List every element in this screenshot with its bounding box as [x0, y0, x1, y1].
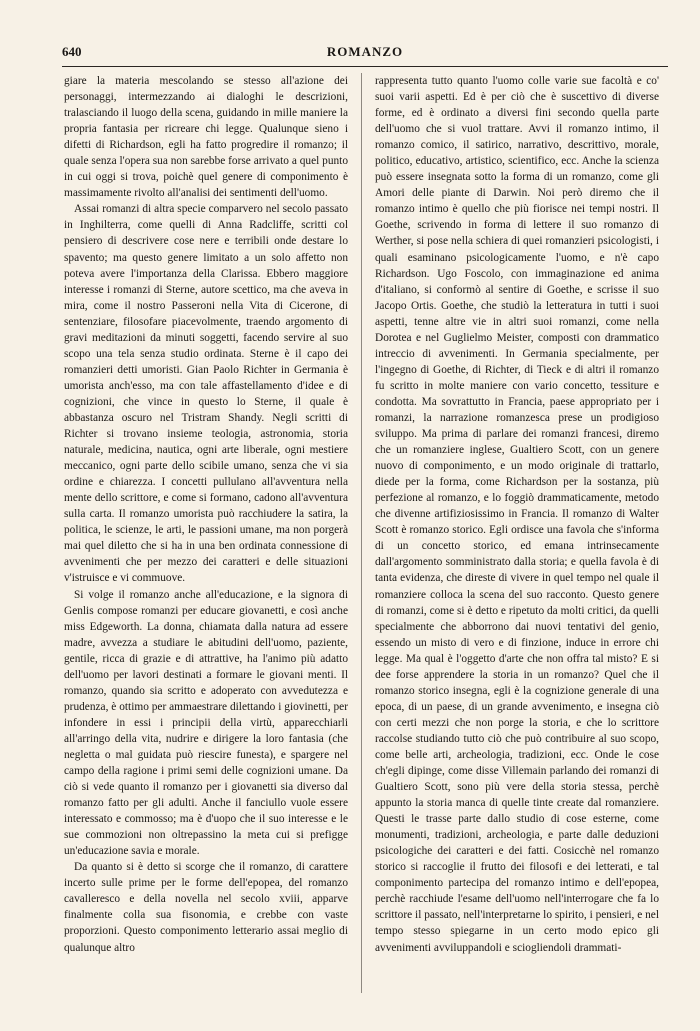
column-separator — [361, 73, 362, 993]
left-column — [64, 73, 348, 993]
paragraph: Si volge il romanzo anche all'educazione, e la signora di Genlis compose romanzi per educare giovanetti, e così anche miss Edgeworth. La donna, chiamata dalla natura ad essere madre, avvezza a studiare le abitudini dell'uomo, paziente, gentile, ricca di grazie e di attrattive, ha l'animo più adatto dell'uomo per lavori destinati a formare le giovani menti. Il romanzo, quando sia scritto e adoperato con avvedutezza e prudenza, è ottimo per ammaestrare dilettando i giovinetti, per infondere in essi i principii della virtù, apparecchiarli all'arringo della vita, nudrire e dirigere la loro fantasia (che negletta o mal guidata può riescire funesta), e spargere nel campo della ragione i primi semi delle cognizioni umane. Da ciò si vede quanto il romanzo per i giovanetti sia diverso dal romanzo fatto per gli adulti. Anche il fanciullo vuole essere interessato e commosso; ma è d'uopo che il suo interesse e le sue commozioni non oltrepassino la meta cui si prefigge un'educazione savia e morale. — [64, 588, 348, 858]
header-rule — [62, 66, 668, 67]
paragraph: Da quanto si è detto si scorge che il romanzo, di carattere incerto sulle prime per le forme dell'epopea, del romanzo cavalleresco e della novella nel secolo xviii, apparve finalmente colla sua fisonomia, e crebbe con vaste proporzioni. Questo componimento letterario assai meglio di qualunque altro — [64, 861, 348, 954]
running-title: ROMANZO — [326, 44, 404, 59]
paragraph: giare la materia mescolando se stesso all'azione dei personaggi, intermezzando ai dialoghi le descrizioni, tralasciando il luogo della scena, guidando in mille maniere la propria fantasia per ricreare chi legge. Qualunque sieno i difetti di Richardson, egli ha fatto progredire il romanzo; il quale senza l'opera sua non sarebbe forse arrivato a quel punto in cui oggi si trova, poichè quel genere di componimento è massimamente rivolto all'analisi dei sentimenti dell'uomo. — [64, 75, 348, 200]
paragraph: rappresenta tutto quanto l'uomo colle varie sue facoltà e co' suoi varii aspetti. Ed è per ciò che è suscettivo di diverse forme, ed è ordinato a diversi fini secondo quella parte dell'uomo che si vuol trattare. Avvi il romanzo intimo, il romanzo comico, il satirico, narrativo, descrittivo, morale, politico, educativo, artistico, scientifico, ecc. Anche la scienza può essere insegnata sotto la forma di un romanzo, come gli Amori delle piante di Darwin. Noi però diremo che il romanzo intimo è quello che più fiorisce nei tempi nostri. Il Goethe, scrivendo in forma di lettere il suo romanzo di Werther, si pose nella schiera di quei romanzieri psicologisti, i quali esaminano psicologicamente l'uomo, e n'è capo Richardson. Ugo Foscolo, con immaginazione ed anima d'italiano, si conformò al sentire di Goethe, e scrisse il suo Jacopo Ortis. Goethe, che studiò la letteratura in tutti i suoi aspetti, tenne altre vie in altri suoi romanzi, come nella Dorotea e nel Guglielmo Meister, composti con drammatico intreccio di avvenimenti. In Germania specialmente, per l'ingegno di Goethe, di Richter, di Tieck e di altri il romanzo fu scritto in molte maniere con vario concetto, tessiture e condotta. Ma sovrattutto in Francia, paese appropriato per i romanzi, la narrazione romanzesca prese un prodigioso sviluppo. Ma prima di parlare dei romanzi francesi, diremo che un romanziere inglese, Gualtiero Scott, con un genere nuovo di componimento, e un modo originale di trattarlo, diede per la forma, come Richardson per la sostanza, più perfezione al romanzo, e lo foggiò drammaticamente, metodo che divenne artifiziosissimo in Francia. Il romanzo di Walter Scott è romanzo storico. Egli ordisce una favola che s'informa di un concetto storico, ed emana intrinsecamente dall'argomento somministrato dalla storia; e quella favola è di tanta evidenza, che direste di vivere in quel tempo nel quale il romanziere colloca la scena del suo racconto. Questo genere di romanzi, come si è detto e ripetuto da molti critici, da quelli specialmente che abborrono dai nuovi tentativi del genio, essendo un misto di vero e di finzione, induce in errore chi legge. Ma qual è l'oggetto d'arte che non offra tal misto? E si dee forse apprendere la storia in un romanzo? Quel che il romanzo storico insegna, egli è la cognizione generale di una epoca, di un paese, di un grande avvenimento, e insegna ciò con certi mezzi che non porge la storia, e che lo scrittore raccolse studiando tutto ciò che può contribuire al suo scopo, come belle arti, archeologia, tradizioni, ecc. Onde le cose ch'egli dipinge, come disse Villemain parlando dei romanzi di Gualtiero Scott, sono più vere della storia stessa, perchè appunto la storia manca di quelle tinte create dal romanziere. Questi le trasse parte dallo studio di cose esterne, come monumenti, tradizioni, archeologia, e parte dalle deduzioni psicologiche dei caratteri e dei fatti. Cosicchè nel romanzo storico si raccoglie il frutto dei filosofi e dei letterati, e tal componimento partecipa del romanzo intimo e dell'epopea, perchè racchiude l'esame dell'uomo nell'interrogare che fa lo scrittore il passato, nell'interpretarne lo spirito, i pensieri, e nel tempo stesso spiegarne in un certo modo epico gli avvenimenti avviluppandoli e sciogliendoli drammati- — [375, 75, 659, 954]
paragraph: Assai romanzi di altra specie comparvero nel secolo passato in Inghilterra, come quelli di Anna Radcliffe, scritti col pensiero di descrivere cose nere e terribili onde destare lo spavento; ma questo genere limitato a un solo affetto non poteva avere l'importanza della Clarissa. Ebbero maggiore interesse i romanzi di Sterne, autore scettico, ma che aveva in mira, come il nostro Passeroni nella Vita di Cicerone, di sentenziare, filosofare piacevolmente, traendo argomento di gravi meditazioni da minuti soggetti, facendo servire al suo scopo una tela senza studio ordinata. Sterne è il capo dei romanzieri detti umoristi. Gian Paolo Richter in Germania è umorista anch'esso, ma con tale affastellamento d'idee e di cognizioni, che vince in questo lo Sterne, il quale è abbastanza oscuro nel Tristram Shandy. Negli scritti di Richter si trovano insieme teologia, astronomia, storia naturale, medicina, nautica, ogni arte liberale, ogni mestiere meccanico, ogni parte dello scibile umano, senza che vi sia ordine e chiarezza. I concetti pullulano all'avventura nella mente dello scrittore, e come si formano, cadono all'avventura sulla carta. Il romanzo umorista può racchiudere la satira, la politica, le scienze, le arti, le passioni umane, ma non porgerà mai quel diletto che si ha in una ben ordinata connessione di avvenimenti che per mezzo dei caratteri e delle situazioni v'istruisce e vi commuove. — [64, 203, 348, 585]
right-column — [375, 73, 659, 993]
page-number: 640 — [62, 44, 82, 59]
page-header — [62, 44, 668, 64]
